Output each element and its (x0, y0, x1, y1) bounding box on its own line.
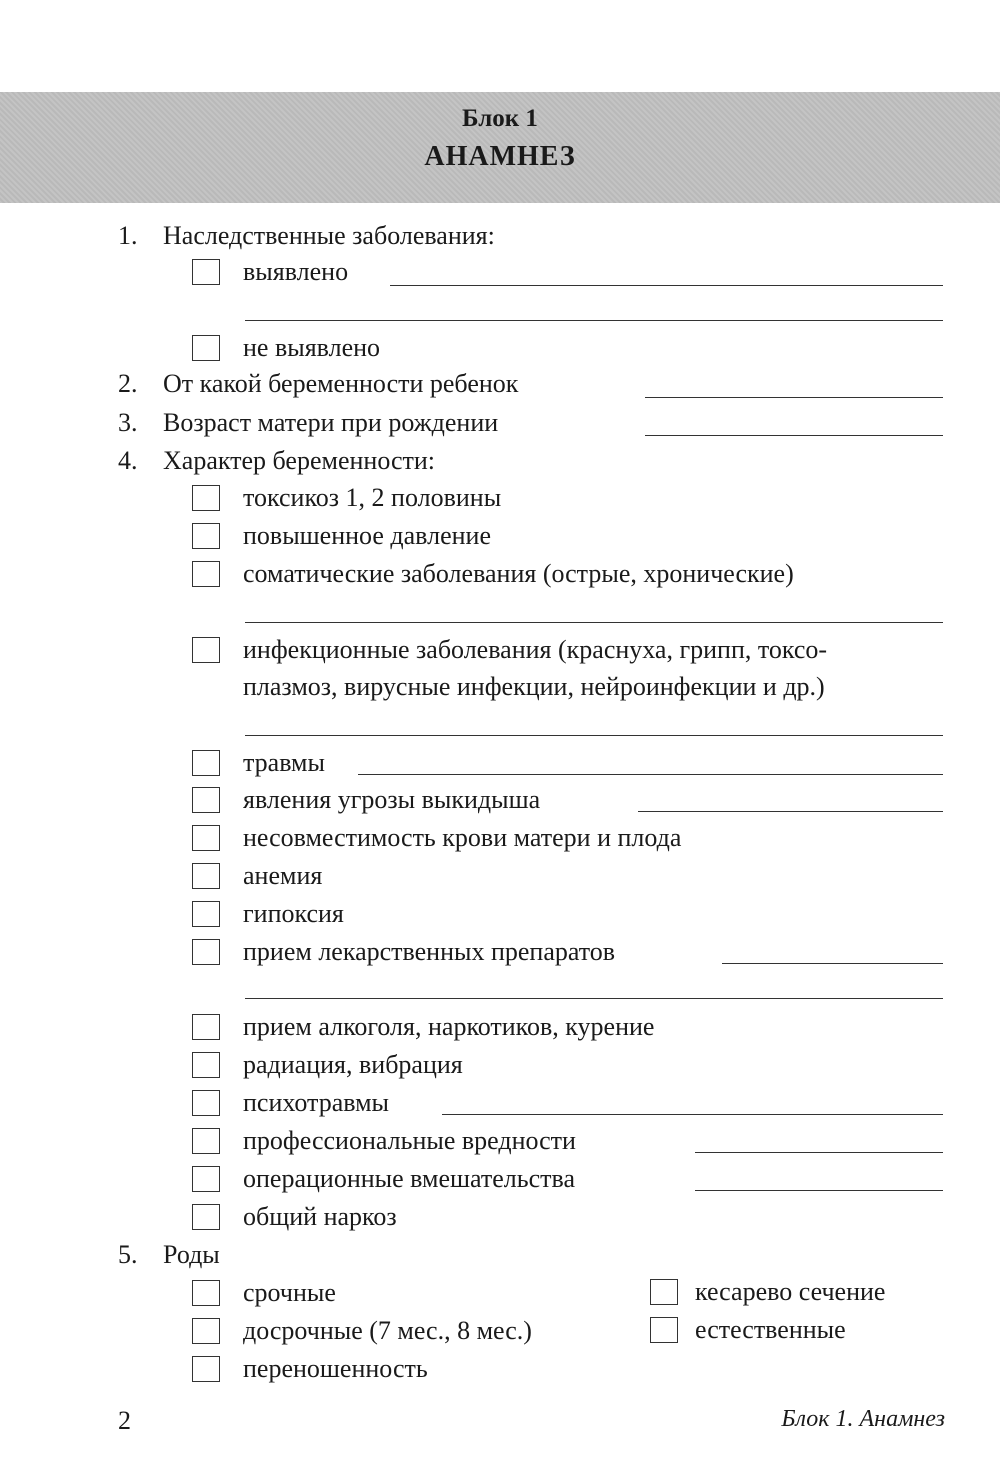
question-number: 2. (118, 369, 138, 398)
running-footer: Блок 1. Анамнез (781, 1406, 945, 1432)
checkbox[interactable] (192, 750, 220, 776)
answer-line[interactable] (390, 285, 943, 286)
option-label: операционные вмешательства (243, 1164, 575, 1193)
checkbox[interactable] (192, 1014, 220, 1040)
option-label: плазмоз, вирусные инфекции, нейроинфекции и др.) (243, 672, 825, 701)
page-number: 2 (118, 1406, 131, 1435)
answer-line[interactable] (722, 963, 943, 964)
answer-line[interactable] (358, 774, 943, 775)
option-label: явления угрозы выкидыша (243, 785, 541, 814)
option-label: психотравмы (243, 1088, 390, 1117)
option-label: не выявлено (243, 333, 381, 362)
question-number: 4. (118, 446, 138, 475)
option-label: профессиональные вредности (243, 1126, 576, 1155)
checkbox[interactable] (192, 901, 220, 927)
question-label: Роды (163, 1240, 220, 1269)
answer-line[interactable] (638, 811, 943, 812)
question-number: 3. (118, 408, 138, 437)
option-label: прием лекарственных препаратов (243, 937, 616, 966)
option-label: досрочные (7 мес., 8 мес.) (243, 1316, 532, 1345)
checkbox[interactable] (192, 1128, 220, 1154)
checkbox[interactable] (192, 1280, 220, 1306)
question-number: 1. (118, 221, 138, 250)
answer-line[interactable] (245, 622, 943, 623)
option-label: повышенное давление (243, 521, 491, 550)
answer-line[interactable] (245, 320, 943, 321)
checkbox[interactable] (192, 335, 220, 361)
option-label: анемия (243, 861, 323, 890)
section-title: АНАМНЕЗ (424, 141, 576, 172)
question-label: Возраст матери при рождении (163, 408, 499, 437)
question-number: 5. (118, 1240, 138, 1269)
answer-line[interactable] (645, 435, 943, 436)
option-label: переношенность (243, 1354, 428, 1383)
checkbox[interactable] (192, 259, 220, 285)
option-label: общий наркоз (243, 1202, 397, 1231)
checkbox[interactable] (192, 1204, 220, 1230)
answer-line[interactable] (695, 1190, 943, 1191)
checkbox[interactable] (192, 637, 220, 663)
question-label: От какой беременности ребенок (163, 369, 519, 398)
answer-line[interactable] (695, 1152, 943, 1153)
option-label: естественные (695, 1315, 846, 1344)
option-label: травмы (243, 748, 325, 777)
option-label: токсикоз 1, 2 половины (243, 483, 502, 512)
option-label: кесарево сечение (695, 1277, 886, 1306)
checkbox[interactable] (192, 1052, 220, 1078)
answer-line[interactable] (245, 998, 943, 999)
checkbox[interactable] (192, 939, 220, 965)
checkbox[interactable] (192, 863, 220, 889)
checkbox[interactable] (192, 523, 220, 549)
checkbox[interactable] (192, 1166, 220, 1192)
question-label: Характер беременности: (163, 446, 436, 475)
option-label: соматические заболевания (острые, хронические) (243, 559, 794, 588)
checkbox[interactable] (192, 1356, 220, 1382)
checkbox[interactable] (192, 787, 220, 813)
block-number: Блок 1 (462, 105, 538, 132)
option-label: инфекционные заболевания (краснуха, грипп, токсо- (243, 635, 828, 664)
checkbox[interactable] (192, 1090, 220, 1116)
answer-line[interactable] (645, 397, 943, 398)
option-label: выявлено (243, 257, 349, 286)
answer-line[interactable] (442, 1114, 943, 1115)
answer-line[interactable] (245, 735, 943, 736)
checkbox[interactable] (192, 1318, 220, 1344)
option-label: несовместимость крови матери и плода (243, 823, 682, 852)
option-label: радиация, вибрация (243, 1050, 463, 1079)
checkbox[interactable] (192, 561, 220, 587)
checkbox[interactable] (650, 1279, 678, 1305)
question-label: Наследственные заболевания: (163, 221, 495, 250)
checkbox[interactable] (192, 485, 220, 511)
option-label: прием алкоголя, наркотиков, курение (243, 1012, 655, 1041)
checkbox[interactable] (650, 1317, 678, 1343)
option-label: гипоксия (243, 899, 344, 928)
checkbox[interactable] (192, 825, 220, 851)
option-label: срочные (243, 1278, 336, 1307)
